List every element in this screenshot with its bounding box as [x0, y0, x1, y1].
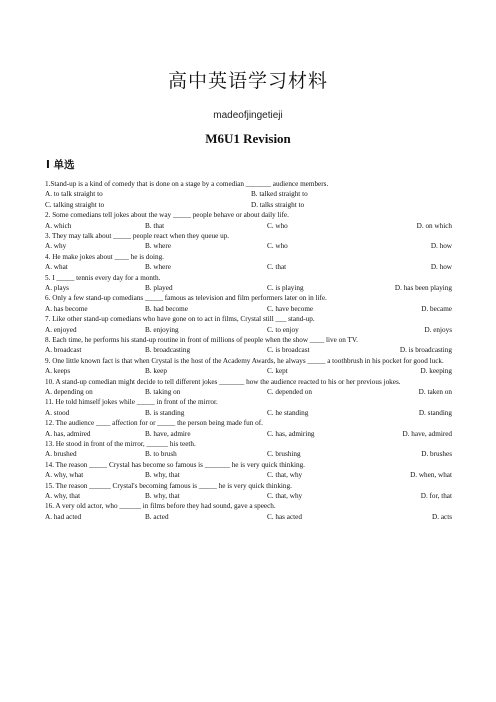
question-stem: 12. The audience ____ affection for or _____ the person being made fun of. — [45, 419, 263, 428]
options-row — [45, 408, 452, 418]
options-row — [45, 512, 452, 522]
answer-option[interactable]: D. when, what — [410, 471, 452, 480]
answer-option[interactable]: C. has, admiring — [267, 429, 315, 438]
answer-option[interactable]: B. acted — [145, 512, 169, 521]
answer-option[interactable]: C. who — [267, 242, 288, 251]
answer-option[interactable]: D. for, that — [420, 491, 452, 500]
answer-option[interactable]: C. to enjoy — [267, 325, 299, 334]
answer-option[interactable]: B. why, that — [145, 491, 180, 500]
answer-option[interactable]: D. acts — [432, 512, 452, 521]
question-stem: 10. A stand-up comedian might decide to tell different jokes _______ how the audience reacted to his or her previous jokes. — [45, 377, 401, 386]
revision-title: M6U1 Revision — [205, 131, 291, 146]
options-row — [45, 262, 452, 272]
answer-option[interactable]: A. had acted — [45, 512, 82, 521]
answer-option[interactable]: C. have become — [267, 304, 314, 313]
answer-option[interactable]: C. he standing — [267, 408, 309, 417]
answer-option[interactable]: A. depending on — [45, 387, 93, 396]
answer-option[interactable]: A. has, admired — [45, 429, 91, 438]
answer-option[interactable]: C. who — [267, 221, 288, 230]
question-stem: 13. He stood in front of the mirror, ______ his teeth. — [45, 439, 196, 448]
options-row — [45, 387, 452, 397]
section-heading: I 单选 — [46, 159, 75, 171]
question-stem: 6. Only a few stand-up comedians _____ famous as television and film performers later on in life. — [45, 294, 327, 303]
question-stem: 11. He told himself jokes while _____ in front of the mirror. — [45, 398, 218, 407]
options-row — [45, 470, 452, 480]
answer-option[interactable]: A. keeps — [45, 367, 71, 376]
answer-option[interactable]: D. became — [421, 304, 452, 313]
options-row — [45, 283, 452, 293]
answer-option[interactable]: B. broadcasting — [145, 346, 191, 355]
answer-option[interactable]: B. have, admire — [145, 429, 191, 438]
options-row — [45, 304, 452, 314]
answer-option[interactable]: A. to talk straight to — [45, 190, 103, 199]
answer-option[interactable]: D. standing — [418, 408, 452, 417]
answer-option[interactable]: B. is standing — [145, 408, 185, 417]
answer-option[interactable]: B. talked straight to — [251, 190, 308, 199]
answer-option[interactable]: B. where — [145, 242, 171, 251]
options-row — [45, 200, 452, 210]
answer-option[interactable]: B. why, that — [145, 471, 180, 480]
answer-option[interactable]: C. that, why — [267, 491, 303, 500]
answer-option[interactable]: C. is playing — [267, 283, 304, 292]
answer-option[interactable]: D. how — [430, 242, 452, 251]
question-stem: 1.Stand-up is a kind of comedy that is done on a stage by a comedian _______ audience members. — [45, 180, 329, 188]
options-row — [45, 189, 452, 199]
answer-option[interactable]: C. has acted — [267, 512, 302, 521]
answer-option[interactable]: A. what — [45, 263, 68, 272]
answer-option[interactable]: A. enjoyed — [45, 325, 77, 334]
answer-option[interactable]: C. depended on — [267, 387, 312, 396]
answer-option[interactable]: A. why, that — [45, 491, 81, 500]
document-title: 高中英语学习材料 — [167, 70, 328, 92]
answer-option[interactable]: A. why, what — [45, 471, 84, 480]
options-row — [45, 241, 452, 251]
answer-option[interactable]: D. talks straight to — [251, 200, 305, 209]
options-row — [45, 366, 452, 376]
answer-option[interactable]: D. keeping — [420, 367, 452, 376]
answer-option[interactable]: D. enjoys — [424, 325, 452, 334]
answer-option[interactable]: B. had become — [145, 304, 188, 313]
question-stem: 7. Like other stand-up comedians who have gone on to act in films, Crystal still ___ stand-up. — [45, 315, 315, 324]
answer-option[interactable]: C. is broadcast — [267, 346, 310, 355]
answer-option[interactable]: C. that, why — [267, 471, 303, 480]
answer-option[interactable]: A. has become — [45, 304, 88, 313]
answer-option[interactable]: D. brushes — [421, 450, 452, 459]
answer-option[interactable]: C. brushing — [267, 450, 301, 459]
answer-option[interactable]: D. have, admired — [402, 429, 452, 438]
question-stem: 3. They may talk about _____ people react when they queue up. — [45, 231, 230, 240]
answer-option[interactable]: D. on which — [416, 221, 452, 230]
question-stem: 15. The reason ______ Crystal's becoming famous is _____ he is very quick thinking. — [45, 481, 292, 490]
answer-option[interactable]: D. how — [430, 263, 452, 272]
answer-option[interactable]: A. why — [45, 242, 67, 251]
options-row — [45, 221, 452, 231]
question-list — [45, 179, 452, 522]
answer-option[interactable]: B. keep — [145, 367, 167, 376]
question-stem: 2. Some comedians tell jokes about the way _____ people behave or about daily life. — [45, 211, 289, 220]
answer-option[interactable]: D. is broadcasting — [399, 346, 452, 355]
answer-option[interactable]: D. has been playing — [394, 283, 452, 292]
answer-option[interactable]: C. that — [267, 263, 287, 272]
answer-option[interactable]: A. broadcast — [45, 346, 82, 355]
question-stem: 4. He make jokes about ____ he is doing. — [45, 252, 164, 261]
answer-option[interactable]: A. stood — [45, 408, 70, 417]
answer-option[interactable]: B. taking on — [145, 387, 181, 396]
options-row — [45, 491, 452, 501]
answer-option[interactable]: A. brushed — [45, 450, 77, 459]
options-row — [45, 429, 452, 439]
options-row — [45, 449, 452, 459]
question-stem: 14. The reason _____ Crystal has become so famous is _______ he is very quick thinking. — [45, 460, 305, 469]
answer-option[interactable]: A. plays — [45, 283, 69, 292]
options-row — [45, 325, 452, 335]
answer-option[interactable]: B. enjoying — [145, 325, 179, 334]
question-stem: 5. I _____ tennis every day for a month. — [45, 273, 161, 282]
answer-option[interactable]: A. which — [45, 221, 72, 230]
answer-option[interactable]: C. talking straight to — [45, 200, 105, 209]
document-subtitle: madeofjingetieji — [213, 110, 283, 121]
question-stem: 8. Each time, he performs his stand-up routine in front of millions of people when the show ____ live on TV. — [45, 335, 358, 344]
answer-option[interactable]: B. where — [145, 263, 171, 272]
answer-option[interactable]: B. to brush — [145, 450, 177, 459]
answer-option[interactable]: C. kept — [267, 367, 288, 376]
answer-option[interactable]: B. that — [145, 221, 165, 230]
question-stem: 9. One little known fact is that when Crystal is the host of the Academy Awards, he always _____ a toothbrush in his pocket for good luck. — [45, 356, 444, 365]
answer-option[interactable]: B. played — [145, 283, 173, 292]
options-row — [45, 345, 452, 355]
answer-option[interactable]: D. taken on — [418, 387, 452, 396]
question-stem: 16. A very old actor, who ______ in films before they had sound, gave a speech. — [45, 502, 276, 511]
